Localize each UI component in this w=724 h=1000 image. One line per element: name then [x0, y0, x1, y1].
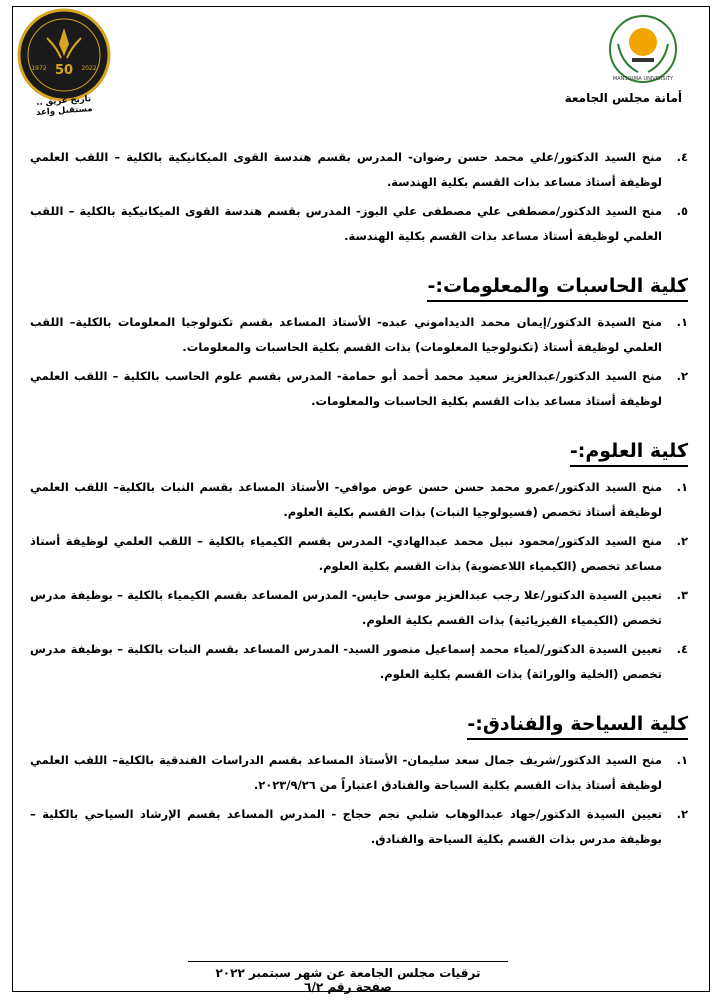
list-item — [30, 529, 688, 579]
list-item — [30, 475, 688, 525]
list-item — [30, 802, 688, 852]
item-number: ٥. — [676, 204, 688, 218]
footer-divider — [188, 961, 508, 962]
item-number: ٤. — [676, 642, 688, 656]
item-text: منح السيد الدكتور/عمرو محمد حسن حسن عوض موافي- الأستاذ المساعد بقسم النبات بالكلية– اللقب العلمي لوظيفة أستاذ تخصص (فسيولوجيا النبات) بذات القسم بكلية العلوم. — [30, 480, 662, 519]
item-number: ١. — [676, 480, 688, 494]
list-item — [30, 583, 688, 633]
university-logo-icon — [608, 14, 678, 84]
item-text: منح السيد الدكتور/مصطفى علي مصطفى علي البوز- المدرس بقسم هندسة القوى الميكانيكية بالكلية – اللقب العلمي لوظيفة أستاذ مساعد بذات القسم بكلية الهندسة. — [30, 204, 662, 243]
svg-text:1972: 1972 — [31, 65, 47, 72]
item-text: منح السيد الدكتور/علي محمد حسن رضوان- المدرس بقسم هندسة القوى الميكانيكية بالكلية – اللقب العلمي لوظيفة أستاذ مساعد بذات القسم بكلية الهندسة. — [30, 150, 662, 189]
svg-text:MANSOURA UNIVERSITY: MANSOURA UNIVERSITY — [612, 76, 674, 82]
section-heading: كلية العلوم:- — [570, 438, 688, 467]
faculty-section — [30, 418, 688, 475]
list-item — [30, 310, 688, 360]
item-number: ١. — [676, 753, 688, 767]
item-number: ٢. — [676, 807, 688, 821]
item-text: تعيين السيدة الدكتور/لمياء محمد إسماعيل منصور السيد- المدرس المساعد بقسم النبات بالكلية – بوظيفة مدرس تخصص (الخلية والوراثة) بذات القسم بكلية العلوم. — [30, 642, 662, 681]
jubilee-motto: تاريخ عريق .. مستقبل واعد — [35, 94, 93, 118]
item-number: ٣. — [676, 588, 688, 602]
list-item — [30, 637, 688, 687]
council-secretariat-label: أمانة مجلس الجامعة — [564, 91, 682, 105]
item-text: منح السيد الدكتور/عبدالعزيز سعيد محمد أحمد أبو حمامة- المدرس بقسم علوم الحاسب بالكلية – اللقب العلمي لوظيفة أستاذ مساعد بذات القسم بكلية الحاسبات والمعلومات. — [30, 369, 662, 408]
item-number: ٢. — [676, 534, 688, 548]
page-number: صفحة رقم ٦/٢ — [304, 980, 392, 994]
item-text: تعيين السيدة الدكتور/جهاد عبدالوهاب شلبي نجم حجاج - المدرس المساعد بقسم الإرشاد السياحي بالكلية – بوظيفة مدرس بذات القسم بكلية السياحة والفنادق. — [30, 807, 662, 846]
list-item — [30, 364, 688, 414]
item-number: ١. — [676, 315, 688, 329]
svg-text:50: 50 — [54, 63, 74, 78]
section-heading: كلية الحاسبات والمعلومات:- — [427, 273, 688, 302]
footer-title: ترقيات مجلس الجامعة عن شهر سبتمبر ٢٠٢٢ — [215, 966, 481, 980]
item-number: ٤. — [676, 150, 688, 164]
item-text: تعيين السيدة الدكتور/علا رجب عبدالعزيز موسى حايس- المدرس المساعد بقسم الكيمياء بالكلية – بوظيفة مدرس تخصص (الكيمياء الفيزيائية) بذات القسم بكلية العلوم. — [30, 588, 662, 627]
faculty-section — [30, 691, 688, 748]
item-text: منح السيد الدكتور/شريف جمال سعد سليمان- الأستاذ المساعد بقسم الدراسات الفندقية بالكلية– اللقب العلمي لوظيفة أستاذ بذات القسم بكلية السياحة والفنادق اعتباراً من ٢٠٢٣/٩/٢٦. — [30, 753, 662, 792]
item-text: منح السيد الدكتور/محمود نبيل محمد عبدالهادي- المدرس بقسم الكيمياء بالكلية – اللقب العلمي لوظيفة أستاذ مساعد تخصص (الكيمياء اللاعضوية) بذات القسم بكلية العلوم. — [30, 534, 662, 573]
list-item — [30, 145, 688, 195]
section-heading: كلية السياحة والفنادق:- — [467, 711, 688, 740]
faculty-section — [30, 253, 688, 310]
list-item — [30, 748, 688, 798]
list-item — [30, 199, 688, 249]
svg-text:2022: 2022 — [81, 65, 97, 72]
item-number: ٢. — [676, 369, 688, 383]
jubilee-logo-icon — [17, 8, 111, 102]
item-text: منح السيدة الدكتور/إيمان محمد الديداموني عبده- الأستاذ المساعد بقسم تكنولوجيا المعلومات بالكلية– اللقب العلمي لوظيفة أستاذ (تكنولوجيا المعلومات) بذات القسم بكلية الحاسبات والمعلومات. — [30, 315, 662, 354]
page-footer — [188, 966, 508, 994]
document-body — [30, 145, 688, 856]
